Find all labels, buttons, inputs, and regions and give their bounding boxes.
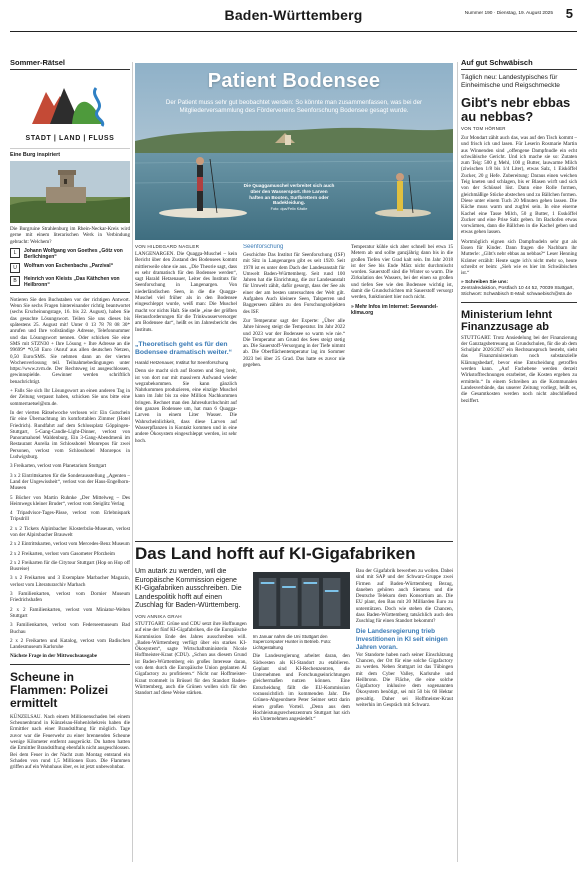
bodensee-col-1 <box>135 244 237 447</box>
ministry-body: STUTTGART. Trotz Ansiedelung bei der Finanzierung der Ganztagsbetreuung an Grundschulen, für die ab dem Schuljahr 2026/2027 ein Rechtsanspruch besteht, sieht das Finanzministerium noch substanzielle Klärungsbedarf, bevor eine Entscheidung getroffen werden kann. „Auf Fachebene werden derzeit Wirkstoffrechnungen erarbeitet, die Kosten ergeben zu ermitteln.“ In einem Schreiben an die Kommunalen Landesverbände, das unserer Zeitung vorliegt, heißt es, die Gesamtkosten werden noch nicht abschließend beziffert. <box>461 334 577 404</box>
ki-article <box>135 568 453 868</box>
hero-credit: Foto: dpa/Felix Kästle <box>270 207 308 212</box>
photo-caption-text: Im Januar nahm die Uni Stuttgart den Supercomputer Hunter in Betrieb. <box>252 634 328 645</box>
fire-story-body: KÜNZELSAU. Nach einem Millionenschaden bei einem Scheunenbrand in Künzelsau-Hohenlohekreis haben die Ermittler nach einer Brandstiftung für möglich. Tage zuvor war die Feuerwehr zu einer brennenden Scheune wenige Kilometer entfernt ausgerückt. Du hatten hatten die Ermittler Brandstiftung ebenfalls nicht ausgeschlossen. Bei dem Feuer in der Nacht zum Montag entstand ein Schaden von rund 1,5 Millionen Euro. Die Flammen griffen auf ein Wohnhaus über, es ist jetzt unbewohnbar. <box>10 713 130 771</box>
dialect-headline: Gibt's nebr ebbas au nebbas? <box>461 95 571 124</box>
supercomputer-photo <box>253 572 350 629</box>
page-number: 5 <box>565 6 573 21</box>
quiz-option[interactable] <box>10 263 130 273</box>
option-text: Johann Wolfgang von Goethes „Götz von Berlichingen“ <box>24 247 123 260</box>
contact-box <box>461 280 577 298</box>
prize-item: 3 Freikarten, verlost vom Planetarium Stuttgart <box>10 463 107 470</box>
castle-photo <box>10 161 130 223</box>
ki-pull-quote: Die Landesregierung trieb Investitionen in KI seit einigen Jahren voran. <box>355 627 448 651</box>
pull-quote-source: Harald Hetzenauer, Institut für Seenforschung <box>135 359 229 365</box>
ki-text-4: Vor Standorte haben nach seiner Einschätzung Chancen, der Ort für eine solche Gigafactory zu werden. Neben Stuttgart ist das Tübingen mit dem Cyber Valley, Karlsruhe und Heilbronn. Die Fläche, die eine solche Gigafactory inklusive dem sogenannten Ökosystem benötigt, sei mit 50 bis 60 Hektar gewaltig. Daher sei Hoffmeister-Kraut weiterhin im Gespräch mit Schwarz. <box>355 651 453 709</box>
option-text: Wolfram von Eschenbachs „Parzival“ <box>24 262 114 269</box>
quiz-option[interactable] <box>10 248 130 260</box>
prize-item: 2 x 2 Tickets Alpirsbacher Klosterbräu-Museum, verlost von der Alpirsbacher Brauwelt <box>10 525 130 538</box>
ki-text-2: Die Landesregierung arbeitet daran, den Südwesten als KI-Standort zu etablieren. Geplant sind KI-Rechenzentren, die Unternehmen und Forschungseinrichtungen gleichermaßen nutzen können. Eine Entscheidung fällt die EU-Kommission voraussichtlich im kommenden Jahr. Die Grünen-Abgeordnete Peter Seimer setzt darin einen großen Vorteil. „Denn aus dem Hochleistungsrechenzentrum Stuttgart hat sich ein Unternehmen angesiedelt.“ <box>252 653 350 723</box>
right-tagline: Täglich neu: Landestypisches für Einheimische und Reigschmeckte <box>461 74 560 89</box>
prize-item: 3 x 2 Eintrittskarten für die Sonderausstellung „Agenten – Land der Ungewissheit“, verlost von der Haus-Engelhorn-Museen <box>10 472 130 492</box>
quiz-logo <box>10 74 130 149</box>
right-column <box>461 36 577 866</box>
page-header <box>0 0 587 36</box>
prize-item: 3 x 2 Freikarten und 3 Exemplare Marbacher Magazin, verlost vom Literaturarchiv Marbach <box>10 575 130 588</box>
issue-info: Nummer 190 · Dienstag, 19. August 2025 <box>464 11 553 16</box>
divider <box>135 541 453 542</box>
option-letter: U <box>10 263 20 273</box>
right-kicker: Auf gut Schwäbisch <box>461 36 577 70</box>
divider <box>10 664 130 665</box>
hero-caption <box>243 183 335 213</box>
bodensee-columns <box>135 244 453 447</box>
info-link[interactable]: » Mehr Infos im Internet: Seewandel-klima.org <box>351 303 438 316</box>
prize-item: 2 x 2 Freikarten und Katalog, verlost vom Badischen Landesmuseum Karlsruhe <box>10 637 130 651</box>
photo-credit: Foto: Lichtgestaltung <box>252 639 332 650</box>
left-column <box>10 36 130 866</box>
quiz-logo-icon <box>10 74 130 130</box>
ki-text-1: STUTTGART. Grüne und CDU setzt ihre Hoffnungen auf eine der fünf KI-Gigafabriken, die die Europäische Kommission Ende des Jahres ausschreiben will. „Baden-Württemberg verfügt über ein starkes KI-Ökosystem“, sagte Wirtschaftsministerin Nicole Hoffmeister-Kraut (CDU). „Schon aus diesem Grund ist Baden-Württemberg ein großes Interesse daran, von dem durch die Europäische Union geplanten AI Gigafactory zu profitieren.“ Nicht nur Hoffmeister-Kraut trommelt in Brüssel für den Standort Baden-Württemberg, auch die Grünen wollen sich für den Standort auf diese Weise stärken. <box>135 620 247 697</box>
ki-columns <box>135 568 453 725</box>
pull-quote: „Theoretisch geht es für den Bodensee dramatisch weiter.“ <box>135 340 233 356</box>
hero-caption-text: Die Quaggamuschel verbreitet sich auch über den Wassersport. Ihre Larven haften an Booten, Surfbrettern oder Badekleidung. <box>243 183 335 206</box>
dialect-body-2: Wortmöglich eignen sich Dampfnudeln sehr gut als Essen für Kinder. Dann fragen die Nachbarn ihr Mutterle: „Gibt's nebr ebbas au nebbas?“ Leser Henning Krämer erzählt: Heute sagte ich's nicht mehr so, heute schreibt er beim: „Sieh wie es hier im Schwäbischen ist.“ <box>461 238 577 277</box>
prize-item: 2 x 2 Freikarten für die Citytour Stuttgart (Hop on Hop off Busreise) <box>10 559 130 573</box>
bodensee-text-3: Zur Temperatur sagt der Experte: „Über alle Jahre hinweg steigt die Temperatur. Im Jahr 2022 und 2023 war der Bodensee so warm wie nie.“ Die Temperatur am Grund des Sees steigt stetig an. Die Sauerstoff-Versorgung in der Tiefe nimmt ab. Die Oberflächentemperatur lag im Sommer 2023 bei über 25 Grad. Das hatte es zuvor nie gegeben. <box>243 317 345 369</box>
dialect-body: Zur Mondart zählt auch das, was auf den Tisch kommt – und frisch ich und lasen. Für Leserin Rosmarie Martin aus Winnenden sind „offengene Dampfnudle ein echt schwäbische Gericht. Und ich mache sie so: Zutaten zum Teig: 500 g Mehl, 100 g Butter, lauwarme Milch (ziwischen 1/8 bis 1/4 Liter), etwas Salz, 1 Eisköffel Zucker, 20 g Hefe. Zubereitung: Daraus einen weichen Teig kneten und schlagen, bis er Blasen wirft und sich von der Schüssel löst. Dann eine Rolle formen, gleichmäßige Stücke abstechen und zu Bällchen formen. Diese unter einem Tuch 20 Minuten gehen lassen. Die Küche muss warm und zugfrei sein. In eine eiserne Kachel eine Tasse Milch, 50 g Butter, 1 Essköffel Zucker und eine Prise Salz geben. Im Backofen etwas vorwärmen, dann die Bällchen in die Kachel geben und etwas gehen lassen. <box>461 135 577 236</box>
column-rule <box>132 62 133 862</box>
ki-col-1 <box>135 568 247 725</box>
option-letter: L <box>10 248 20 258</box>
bodensee-byline: VON HILDEGARD NAGLER <box>135 244 200 249</box>
contact-text: Zentralredaktion, Postfach 10 44 52, 70039 Stuttgart, Stichwort: Schwäbisch E-Mail: schwaebisch@stn.de <box>461 285 574 297</box>
ki-col-2 <box>253 568 350 725</box>
info-box-title: Seenforschung <box>243 244 284 250</box>
info-box-text: Geschichte Das Institut für Seenforschung (ISF) mit Sitz in Langenargen gibt es seit 1920. Seit 1978 ist es unter dem Dach der Landesanstalt für Umwelt Baden-Württemberg. Seit rund 100 Jahren hat die Einrichtung, die zur Landesanstalt für Umwelt zählt, dafür gesorgt, dass der See als einer der am besten untersuchten der Welt gilt. Aufgaben Auch kleinere Seen, Talsperren und Baggerseen zählen zu den Forschungsobjekten des ISF. <box>243 252 345 315</box>
quiz-rules: Notieren Sie den Buchstaben vor der richtigen Antwort. Wenn Sie sechs Fragen hintereinander richtig beantwortet (sechs Erscheinungstage, 16. bis 22. August), haben Sie das gesuchte Lösungswort. Teilen Sie uns dieses bis spätestens 25. August mit! Unter 0 13 78 78 08 30* anrufen und Ihre vollständige Adresse, Telefonnummer und das Lösungswort nennen. Oder schicken Sie eine SMS mit STZN30 + Ihre Lösung + Ihre Adresse an die 99699* *0,50 Euro /Anruf aus allen deutschen Netzen, 0,50 Euro/SMS. Sie nehmen dann an der vierten Wochenverlosung teil. Teilnahmebedingungen unter https://www.zvm.de. Der Rechtsweg ist ausgeschlossen, gewinnspielde. Gewinner werden schriftlich benachrichtigt. <box>10 296 130 385</box>
quiz-logo-text: STADT | LAND | FLUSS <box>25 135 115 142</box>
option-letter: B <box>10 276 20 286</box>
bodensee-col-3 <box>351 244 453 447</box>
prize-item: 2 x 2 Freikarten, verlost vom Gasometer Pforzheim <box>10 550 115 557</box>
bodensee-col-2 <box>243 244 345 447</box>
hero-title: Patient Bodensee <box>207 70 381 92</box>
ki-text-3: Bau der Gigafabrik bewerben zu wollen. Dabei sind mit SAP und der Schwarz-Gruppe zwei Firmen auf Baden-Württemberg Bezug, daneben gehören auch Siemens und die Deutsche Telekom dem Konsortium an. Die EU plant, den Bau mit 20 Milliarden Euro zu unterstützen. Doch wie stehen die Chancen, dass Baden-Württemberg tatsächlich auch den Zuschlag für einen Standort bekommt? <box>355 568 453 625</box>
hero-subtitle: Der Patient muss sehr gut beobachtet werden: So könnte man zusammenfassen, was bei der Mitgliederversammlung des Fördervereins Seenforschung Bodensee gesagt wurde. <box>165 99 423 114</box>
quiz-intro: Die Burgruine Strahlenburg im Rhein-Neckar-Kreis wird gerne mit einem literarischen Werk in Verbindung gebracht: Welchem? <box>10 226 130 245</box>
ministry-headline: Ministerium lehnt Finanzzusage ab <box>461 308 553 333</box>
prize-item: 2 x 2 Eintrittskarten, verlost vom Mercedes-Benz Museum <box>10 541 130 548</box>
prize-item: 3 Familienkarten, verlost vom Dornier Museum Friedrichshafen <box>10 591 130 604</box>
section-title: Baden-Württemberg <box>224 7 363 23</box>
divider <box>10 292 130 293</box>
hero-photo <box>135 63 453 240</box>
quiz-question-title: Eine Burg inspiriert <box>10 152 61 158</box>
column-rule <box>457 62 458 862</box>
quiz-option[interactable] <box>10 276 130 288</box>
bodensee-text-2: Denn sie macht sich auf Booten und Steg breit, ist von dort nur mit massivem Aufwand wieder wegzubekommen. Sie kann gänzlich Nahrkommen produzieren, eine einzige Muschel kann im Jahr bis zu eine Million Nachkommen bringen. Rechnet man den Jahresdurchschnitt auf den ganzen Bodensee um, hat man 6 Quagga-Larven in einem Liter Wasser. Die Wahrscheinlichkeit, dass diese Larven auf Wasserpflanzen in Kontakt kommen und in eine andere Ökosystem eingeschleppt werden, ist sehr hoch. <box>135 368 237 444</box>
ki-intro: Um autark zu werden, will die Europäische Kommission eigene KI-Gigafabriken ausschreiben. Die Landespolitik hofft auf einen Zuschlag für Baden-Württemberg. <box>135 568 242 610</box>
prize-item: 3 Familienkarten, verlost vom Federseemuseum Bad Buchau <box>10 622 130 635</box>
quiz-note: + Falls Sie sich Ihr Lösungswort an einen anderen Tag in der Zeitung verpasst haben, schicken Sie uns bitte eine sommerraetsel@stn.de. <box>10 388 130 407</box>
option-text: Heinrich von Kleists „Das Käthchen von Heilbronn“ <box>24 275 120 288</box>
header-rule <box>10 31 577 32</box>
next-question-note: Nächste Frage in der Mittwochsausgabe <box>10 653 98 660</box>
prize-item: 2 x 2 Familienkarten, verlost vom Miniatur-Welten Stuttgart <box>10 606 130 619</box>
bodensee-text-4: Temperatur kühle sich aber schnell bei etwa 15 Metern ab und sollte ganzjährig dann bis in die großen Tiefen vier Grad kalt sein. Im Jahr 2018 ist der See bis Ende März nicht durchmischt worden. Sauerstoff sind die Winter so warm. Die Zirkulation des Wassers, bei der einen so großen und tiefen See wie den Bodensee wichtig ist, damit die Grundschichten mit Sauerstoff versorgt werden, funktioniert hier noch nicht. <box>351 244 453 301</box>
bodensee-text-1: LANGENARGEN. Die Quagga-Muschel – kein Bericht über den Zustand des Bodensees kommt mittlerweile ohne sie aus. „Die Theorie sagt, dass es sehr dramatisch für den Bodensee werden“, sagt Harald Hetzenauer, Leiter des Instituts für Seenforschung in Langenargen. Von niederländischen Seen, in die die Quagga-Muschel viel früher als in den Bodensee eingeschleppt wurde, weiß man: Die Muschel macht vor nichts Halt. Sie stelle „eine der größten Herausforderungen für die Trinkwasserversorger am Bodensee dar“, heißt es im Jahresbericht des Instituts. <box>135 251 237 333</box>
divider <box>461 302 577 303</box>
fire-story-headline: Scheune in Flammen: Polizei ermittelt <box>10 669 109 710</box>
photo-caption <box>253 634 350 650</box>
left-kicker: Sommer-Rätsel <box>10 36 130 70</box>
contact-head: » Schreiben Sie uns: <box>461 279 509 285</box>
prize-item: 4 Tripadvisor-Tages-Pässe, verlost vom Erlebnispark Tripsdrill <box>10 510 130 523</box>
ki-col-3 <box>356 568 453 725</box>
ki-headline: Das Land hofft auf KI-Gigafabriken <box>135 544 416 563</box>
ki-byline: VON ANNIKA GRAH <box>135 613 182 619</box>
bodensee-article <box>135 244 453 538</box>
prize-item: 5 Bücher von Martin Ruhnke „Der Mittelweg – Des Heimwegs kleiner Bruder“, verlost vom Steiglitz Verlag <box>10 494 130 507</box>
dialect-byline: VON TOM HÖRNER <box>461 126 506 131</box>
prizes-intro: In der vierten Rätselwoche verlosen wir: Ein Gutschein für eine Übernachtung im komfortablen Zimmer (Hotel Friedrich). Rundfahrt auf dem Schlossplatz Göppingen-Stuttgart, 5-Gang-Candle-Light-Dinner, verlost von Panoramahotel Waldenburg. Ein 3-Gang-Abendmenü im Restaurant Aurelia im Schlosshotel Monrepos für zwei Personen, verlost vom Schlosshotel Monrepos in Ludwigsburg. <box>10 409 130 461</box>
